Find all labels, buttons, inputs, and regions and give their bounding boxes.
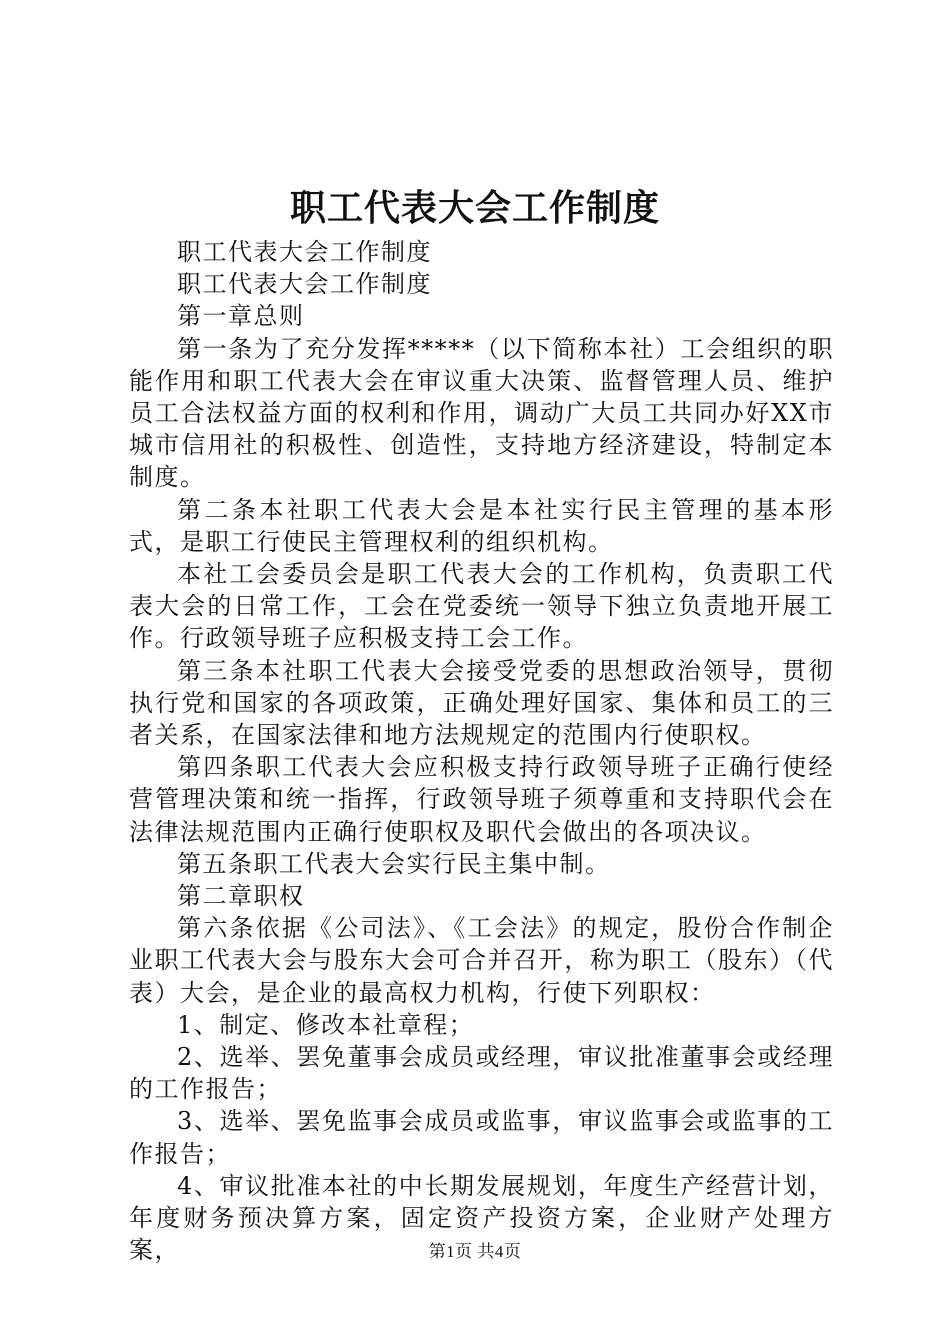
paragraph: 职工代表大会工作制度 [177,270,432,299]
article-paragraph: 第六条依据《公司法》、《工会法》的规定，股份合作制企业职工代表大会与股东大会可合并召开，称为职工（股东）（代表）大会，是企业的最高权力机构，行使下列职权： [129,914,834,1007]
page-footer: 第1页 共4页 [428,1242,522,1261]
article-paragraph: 第一条为了充分发挥*****（以下简称本社）工会组织的职能作用和职工代表大会在审议重大决策、监督管理人员、维护员工合法权益方面的权利和作用，调动广大员工共同办好XX市城市信用社的积极性、创造性，支持地方经济建设，特制定本制度。 [129,334,834,492]
list-item: 1、制定、修改本社章程； [177,1010,475,1039]
document-title: 职工代表大会工作制度 [289,187,660,229]
chapter-heading: 第一章总则 [177,302,305,331]
paragraph: 本社工会委员会是职工代表大会的工作机构，负责职工代表大会的日常工作，工会在党委统一领导下独立负责地开展工作。行政领导班子应积极支持工会工作。 [129,560,834,653]
chapter-heading: 第二章职权 [177,882,305,911]
article-paragraph: 第四条职工代表大会应积极支持行政领导班子正确行使经营管理决策和统一指挥，行政领导班子须尊重和支持职代会在法律法规范围内正确行使职权及职代会做出的各项决议。 [129,753,834,846]
article-paragraph: 第三条本社职工代表大会接受党委的思想政治领导，贯彻执行党和国家的各项政策，正确处理好国家、集体和员工的三者关系，在国家法律和地方法规规定的范围内行使职权。 [129,656,834,750]
list-item: 2、选举、罢免董事会成员或经理，审议批准董事会或经理的工作报告； [129,1043,834,1104]
document-body [129,236,834,1267]
article-paragraph: 第五条职工代表大会实行民主集中制。 [177,849,611,878]
paragraph: 职工代表大会工作制度 [177,238,432,266]
list-item: 3、选举、罢免监事会成员或监事，审议监事会或监事的工作报告； [129,1107,834,1168]
article-paragraph: 第二条本社职工代表大会是本社实行民主管理的基本形式，是职工行使民主管理权利的组织机构。 [129,495,834,556]
list-item: 4、审议批准本社的中长期发展规划，年度生产经营计划，年度财务预决算方案，固定资产投资方案，企业财产处理方案， [129,1171,834,1265]
